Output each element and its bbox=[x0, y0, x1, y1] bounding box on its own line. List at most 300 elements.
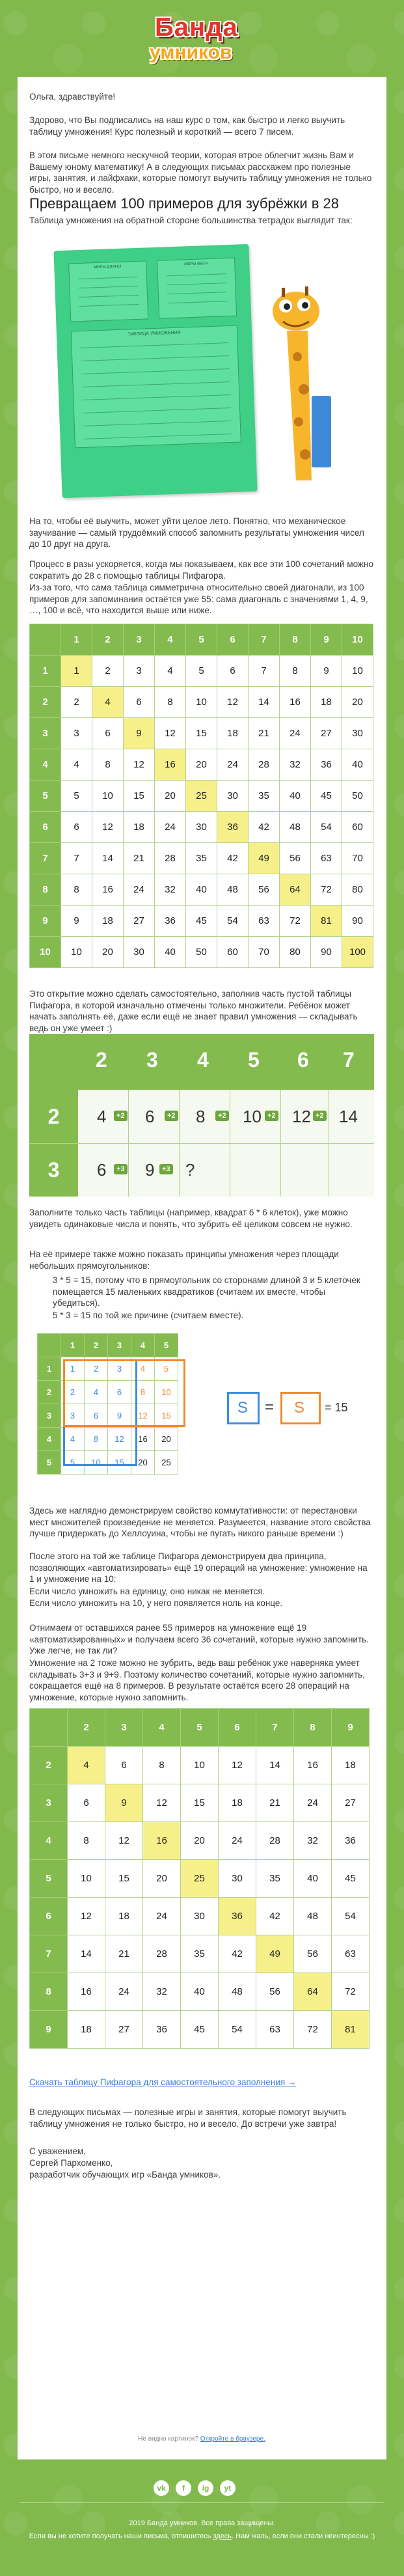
table-cell: 20 bbox=[92, 937, 124, 968]
table-cell: 81 bbox=[332, 2011, 370, 2049]
sequence-value: 10 bbox=[243, 1107, 262, 1126]
table-cell: 18 bbox=[92, 906, 124, 937]
table-col-header: 3 bbox=[124, 624, 155, 656]
formula-s-blue: S bbox=[237, 1399, 249, 1417]
sequence-value: 4 bbox=[97, 1107, 107, 1126]
table-row-header: 6 bbox=[30, 812, 61, 843]
footer-copyright: 2019 Банда умников. Все права защищены. bbox=[129, 2519, 275, 2527]
table-cell: 5 bbox=[186, 656, 217, 687]
table-cell: 14 bbox=[92, 843, 124, 874]
table-cell: 10 bbox=[181, 1747, 219, 1784]
table-cell: 3 bbox=[124, 656, 155, 687]
table-cell: 3 bbox=[108, 1357, 131, 1381]
closing-author: Сергей Пархоменко, bbox=[29, 2158, 113, 2168]
sequence-header: 5 bbox=[248, 1048, 260, 1072]
table-cell: 25 bbox=[181, 1860, 219, 1898]
table-cell: 30 bbox=[124, 937, 155, 968]
notebook-panel-left-title: МЕРЫ ДЛИНЫ bbox=[94, 264, 122, 270]
table-cell: 24 bbox=[155, 812, 186, 843]
table-row-header: 8 bbox=[30, 1973, 68, 2011]
table-cell: 18 bbox=[311, 687, 342, 718]
paragraph-a: На то, чтобы её выучить, может уйти целое лето. Понятно, что механическое заучивание — самый трудоёмкий способ запомнить результаты умножения чисел до 10 друг на друга. bbox=[29, 516, 364, 549]
table-cell: 36 bbox=[219, 1898, 256, 1935]
table-cell: 20 bbox=[342, 687, 373, 718]
table-cell: 4 bbox=[61, 749, 92, 781]
table-cell: 48 bbox=[280, 812, 311, 843]
table-cell: 8 bbox=[61, 874, 92, 906]
table-cell: 100 bbox=[342, 937, 373, 968]
table-cell: 20 bbox=[181, 1822, 219, 1860]
table-col-header: 6 bbox=[217, 624, 249, 656]
table-cell: 10 bbox=[342, 656, 373, 687]
table-col-header: 1 bbox=[61, 1334, 85, 1357]
table-cell: 6 bbox=[124, 687, 155, 718]
table-cell: 10 bbox=[85, 1451, 108, 1475]
table-col-header: 6 bbox=[219, 1709, 256, 1747]
table-cell: 20 bbox=[155, 1428, 178, 1451]
table-cell: 4 bbox=[92, 687, 124, 718]
table-cell: 18 bbox=[219, 1784, 256, 1822]
table-cell: 35 bbox=[186, 843, 217, 874]
table-col-header: 10 bbox=[342, 624, 373, 656]
table-cell: 42 bbox=[249, 812, 280, 843]
giraffe-mascot-icon bbox=[257, 285, 348, 493]
sequence-row-label: 3 bbox=[29, 1143, 78, 1197]
paragraph-c: Из-за того, что сама таблица симметрична относительно своей диагонали, из 100 примеров для запоминания остаётся уже 55: сама диагональ с значениями 1, 4, 9, …, 100 и всё, что находится выше или ниже. bbox=[29, 583, 368, 615]
table-cell: 16 bbox=[92, 874, 124, 906]
table-cell: 64 bbox=[294, 1973, 332, 2011]
area-5x3-highlight bbox=[63, 1359, 185, 1427]
table-cell: 12 bbox=[68, 1898, 105, 1935]
email-footer bbox=[0, 2459, 404, 2576]
table-cell: 6 bbox=[108, 1381, 131, 1404]
table-cell: 14 bbox=[249, 687, 280, 718]
table-col-header: 9 bbox=[311, 624, 342, 656]
table-cell: 10 bbox=[155, 1381, 178, 1404]
sequence-value: 6 bbox=[145, 1107, 155, 1126]
sequence-header-row bbox=[29, 1034, 374, 1090]
table-cell: 60 bbox=[217, 937, 249, 968]
notebook-illustration bbox=[53, 244, 257, 498]
table-cell: 4 bbox=[155, 656, 186, 687]
table-cell: 5 bbox=[61, 1451, 85, 1475]
paragraph-m: Отнимаем от оставшихся ранее 55 примеров на умножение ещё 19 «автоматизированных» и получаем всего 36 сочетаний, которые нужно запомнить. Уже легче, не так ли? bbox=[29, 1623, 369, 1655]
table-cell: 24 bbox=[124, 874, 155, 906]
sequence-header: 6 bbox=[297, 1048, 309, 1072]
table-cell: 3 bbox=[61, 718, 92, 749]
brand-logo bbox=[148, 13, 258, 68]
table-cell: 14 bbox=[68, 1935, 105, 1973]
table-cell: 36 bbox=[311, 749, 342, 781]
table-corner bbox=[30, 624, 61, 656]
table-cell: 15 bbox=[186, 718, 217, 749]
table-cell: 4 bbox=[85, 1381, 108, 1404]
table-cell: 36 bbox=[332, 1822, 370, 1860]
table-col-header: 7 bbox=[249, 624, 280, 656]
footer-unsub-text: Если вы не хотите получать наши письма, отпишитесь bbox=[29, 2532, 211, 2540]
sequence-value: ? bbox=[185, 1160, 195, 1180]
table-row-header: 3 bbox=[30, 1784, 68, 1822]
table-cell: 50 bbox=[342, 781, 373, 812]
table-cell: 72 bbox=[332, 1973, 370, 2011]
table-col-header: 8 bbox=[280, 624, 311, 656]
table-cell: 42 bbox=[219, 1935, 256, 1973]
table-cell: 54 bbox=[332, 1898, 370, 1935]
sequence-header: 2 bbox=[96, 1048, 107, 1072]
table-cell: 9 bbox=[105, 1784, 143, 1822]
table-cell: 28 bbox=[256, 1822, 294, 1860]
sequence-header: 3 bbox=[146, 1048, 158, 1072]
sequence-step-badge: +2 bbox=[265, 1111, 278, 1121]
table-col-header: 5 bbox=[186, 624, 217, 656]
table-cell: 24 bbox=[294, 1784, 332, 1822]
table-cell: 6 bbox=[105, 1747, 143, 1784]
table-cell: 28 bbox=[155, 843, 186, 874]
table-cell: 24 bbox=[217, 749, 249, 781]
table-cell: 9 bbox=[311, 656, 342, 687]
download-table-link[interactable]: Скачать таблицу Пифагора для самостоятельного заполнения → bbox=[29, 2077, 297, 2087]
email-card bbox=[18, 77, 386, 2459]
table-cell: 16 bbox=[143, 1822, 181, 1860]
greeting: Ольга, здравствуйте! bbox=[29, 92, 116, 102]
table-cell: 27 bbox=[311, 718, 342, 749]
table-cell: 21 bbox=[124, 843, 155, 874]
paragraph-h: 5 * 3 = 15 по той же причине (считаем вместе). bbox=[53, 1310, 244, 1320]
table-cell: 4 bbox=[131, 1357, 155, 1381]
table-cell: 12 bbox=[108, 1428, 131, 1451]
notebook-panel-left bbox=[68, 260, 148, 322]
table-cell: 56 bbox=[294, 1935, 332, 1973]
notebook-table-title: ТАБЛИЦА УМНОЖЕНИЯ bbox=[128, 330, 181, 337]
table-cell: 45 bbox=[332, 1860, 370, 1898]
section-subtitle: Таблица умножения на обратной стороне большинства тетрадок выглядит так: bbox=[29, 215, 353, 225]
table-cell: 2 bbox=[61, 1381, 85, 1404]
table-cell: 8 bbox=[85, 1428, 108, 1451]
table-row-header: 2 bbox=[30, 687, 61, 718]
sequence-step-badge: +2 bbox=[313, 1111, 327, 1121]
table-cell: 18 bbox=[124, 812, 155, 843]
sequence-header: 7 bbox=[343, 1048, 355, 1072]
table-cell: 30 bbox=[186, 812, 217, 843]
table-cell: 7 bbox=[61, 843, 92, 874]
table-cell: 25 bbox=[186, 781, 217, 812]
intro-paragraph-1: Здорово, что Вы подписались на наш курс о том, как быстро и легко выучить таблицу умножения! Курс полезный и короткий — всего 7 писем. bbox=[29, 115, 345, 137]
footer-divider bbox=[20, 2502, 384, 2503]
table-cell: 63 bbox=[249, 906, 280, 937]
table-cell: 16 bbox=[280, 687, 311, 718]
table-cell: 30 bbox=[181, 1898, 219, 1935]
table-cell: 72 bbox=[311, 874, 342, 906]
table-cell: 14 bbox=[256, 1747, 294, 1784]
table-col-header: 5 bbox=[181, 1709, 219, 1747]
closing-paragraph: В следующих письмах — полезные игры и занятия, которые помогут выучить таблицу умножения не только быстро, но и весело. До встречи уже завтра! bbox=[29, 2107, 347, 2129]
paragraph-g: 3 * 5 = 15, потому что в прямоугольник со сторонами длиной 3 и 5 клеточек помещается 15 маленьких квадратиков (считаем их вместе, чтобы убедиться). bbox=[53, 1275, 360, 1308]
table-cell: 90 bbox=[311, 937, 342, 968]
table-cell: 20 bbox=[131, 1451, 155, 1475]
table-col-header: 2 bbox=[68, 1709, 105, 1747]
table-cell: 6 bbox=[85, 1404, 108, 1428]
sequence-value: 14 bbox=[339, 1107, 358, 1126]
table-cell: 16 bbox=[131, 1428, 155, 1451]
paragraph-j: После этого на той же таблице Пифагора демонстрируем два принципа, позволяющих «автоматизировать» ещё 19 операций на умножение: умножение на 1 и умножение на 10: bbox=[29, 1551, 368, 1584]
table-cell: 70 bbox=[249, 937, 280, 968]
table-cell: 27 bbox=[124, 906, 155, 937]
table-cell: 24 bbox=[105, 1973, 143, 2011]
table-cell: 12 bbox=[92, 812, 124, 843]
table-cell: 21 bbox=[256, 1784, 294, 1822]
table-cell: 32 bbox=[294, 1822, 332, 1860]
table-cell: 2 bbox=[61, 687, 92, 718]
table-col-header: 8 bbox=[294, 1709, 332, 1747]
table-row-header: 2 bbox=[38, 1381, 61, 1404]
table-cell: 12 bbox=[131, 1404, 155, 1428]
closing-regards: С уважением, bbox=[29, 2146, 86, 2156]
table-cell: 4 bbox=[61, 1428, 85, 1451]
table-cell: 24 bbox=[219, 1822, 256, 1860]
table-row-header: 9 bbox=[30, 2011, 68, 2049]
table-row-header: 5 bbox=[30, 781, 61, 812]
brand-logo-line2: умников bbox=[150, 42, 232, 63]
sequence-step-badge: +2 bbox=[215, 1111, 229, 1121]
formula-orange-box bbox=[280, 1392, 321, 1424]
sequence-step-badge: +2 bbox=[114, 1111, 128, 1121]
table-cell: 18 bbox=[105, 1898, 143, 1935]
table-row-header: 4 bbox=[38, 1428, 61, 1451]
table-col-header: 4 bbox=[131, 1334, 155, 1357]
table-cell: 10 bbox=[61, 937, 92, 968]
section-title: Превращаем 100 примеров для зубрёжки в 28 bbox=[29, 195, 340, 212]
intro-paragraph-2: В этом письме немного нескучной теории, которая втрое облегчит жизнь Вам и Вашему юному математику! А в следующих письмах расскажем про полезные игры, занятия, и лайфхаки, которые помогут выучить таблицу умножения не только быстро, но и весело. bbox=[29, 150, 372, 195]
table-cell: 20 bbox=[186, 749, 217, 781]
table-cell: 10 bbox=[68, 1860, 105, 1898]
view-in-browser-link[interactable]: Откройте в браузере. bbox=[200, 2435, 265, 2443]
table-cell: 7 bbox=[249, 656, 280, 687]
sequence-step-badge: +2 bbox=[165, 1111, 178, 1121]
table-cell: 54 bbox=[217, 906, 249, 937]
table-cell: 40 bbox=[155, 937, 186, 968]
table-cell: 15 bbox=[124, 781, 155, 812]
table-cell: 36 bbox=[143, 2011, 181, 2049]
table-cell: 40 bbox=[294, 1860, 332, 1898]
table-cell: 45 bbox=[181, 2011, 219, 2049]
table-cell: 64 bbox=[280, 874, 311, 906]
table-cell: 1 bbox=[61, 1357, 85, 1381]
table-cell: 90 bbox=[342, 906, 373, 937]
table-cell: 56 bbox=[280, 843, 311, 874]
formula-blue-box bbox=[227, 1392, 260, 1424]
table-cell: 18 bbox=[68, 2011, 105, 2049]
table-cell: 10 bbox=[92, 781, 124, 812]
table-cell: 30 bbox=[219, 1860, 256, 1898]
sequence-step-badge: +3 bbox=[114, 1164, 128, 1174]
sequence-value: 9 bbox=[145, 1160, 155, 1180]
table-cell: 8 bbox=[155, 687, 186, 718]
pythagoras-table-reduced bbox=[29, 1708, 370, 2049]
table-col-header: 1 bbox=[61, 624, 92, 656]
table-cell: 45 bbox=[186, 906, 217, 937]
table-col-header: 2 bbox=[85, 1334, 108, 1357]
paragraph-i: Здесь же наглядно демонстрируем свойство коммутативности: от перестановки мест множителей произведение не меняется. Разумеется, название этого свойства лучше придержать до Хеллоуина, чтобы не пугать никого раньше времени :) bbox=[29, 1506, 371, 1538]
table-cell: 12 bbox=[105, 1822, 143, 1860]
table-cell: 28 bbox=[249, 749, 280, 781]
table-cell: 72 bbox=[280, 906, 311, 937]
table-cell: 63 bbox=[256, 2011, 294, 2049]
pythagoras-table-full bbox=[29, 624, 373, 968]
table-cell: 8 bbox=[68, 1822, 105, 1860]
table-cell: 50 bbox=[186, 937, 217, 968]
table-cell: 28 bbox=[143, 1935, 181, 1973]
view-in-browser bbox=[29, 2433, 374, 2445]
table-row-header: 4 bbox=[30, 1822, 68, 1860]
table-cell: 3 bbox=[61, 1404, 85, 1428]
table-row-header: 3 bbox=[38, 1404, 61, 1428]
table-cell: 8 bbox=[131, 1381, 155, 1404]
table-cell: 40 bbox=[181, 1973, 219, 2011]
sequence-header: 4 bbox=[197, 1048, 209, 1072]
table-cell: 30 bbox=[217, 781, 249, 812]
formula-s-orange: S bbox=[294, 1399, 305, 1417]
table-cell: 2 bbox=[92, 656, 124, 687]
table-cell: 27 bbox=[332, 1784, 370, 1822]
paragraph-d: Это открытие можно сделать самостоятельно, заполнив часть пустой таблицы Пифагора, в которой изначально отмечены только множители. Ребёнок может начать заполнять её, даже если ещё не знает правил умножения — складывать ведь он уже умеет :) bbox=[29, 989, 358, 1033]
table-cell: 48 bbox=[219, 1973, 256, 2011]
table-cell: 63 bbox=[311, 843, 342, 874]
table-cell: 6 bbox=[68, 1784, 105, 1822]
table-cell: 8 bbox=[92, 749, 124, 781]
sequence-example bbox=[29, 1034, 374, 1197]
table-row-header: 1 bbox=[38, 1357, 61, 1381]
footer-unsubscribe: Если вы не хотите получать наши письма, отпишитесь здесь. Нам жаль, если они стали неинтересны :) bbox=[29, 2532, 375, 2540]
table-cell: 49 bbox=[249, 843, 280, 874]
table-cell: 21 bbox=[105, 1935, 143, 1973]
paragraph-e: Заполните только часть таблицы (например, квадрат 6 * 6 клеток), уже можно увидеть одинаковые числа и понять, что зубрить её целиком совсем не нужно. bbox=[29, 1208, 353, 1229]
paragraph-n: Умножение на 2 тоже можно не зубрить, ведь ваш ребёнок уже наверняка умеет складывать 3+3 и 9+9. Поэтому количество сочетаний, которые нужно запомнить, сокращается ещё на 8 примеров. В результате остаётся всего 28 операций на умножение, которые нужно запомнить. bbox=[29, 1658, 365, 1702]
table-cell: 70 bbox=[342, 843, 373, 874]
table-row-header: 4 bbox=[30, 749, 61, 781]
vk-icon[interactable]: vk bbox=[154, 2480, 169, 2496]
table-cell: 1 bbox=[61, 656, 92, 687]
sequence-row-divider bbox=[29, 1143, 374, 1144]
table-cell: 15 bbox=[105, 1860, 143, 1898]
table-cell: 10 bbox=[186, 687, 217, 718]
table-col-header: 3 bbox=[105, 1709, 143, 1747]
table-cell: 8 bbox=[280, 656, 311, 687]
table-cell: 5 bbox=[61, 781, 92, 812]
table-row-header: 10 bbox=[30, 937, 61, 968]
table-cell: 8 bbox=[143, 1747, 181, 1784]
table-col-header: 4 bbox=[155, 624, 186, 656]
table-cell: 54 bbox=[219, 2011, 256, 2049]
facebook-icon[interactable]: f bbox=[176, 2480, 191, 2496]
table-cell: 32 bbox=[143, 1973, 181, 2011]
table-cell: 4 bbox=[68, 1747, 105, 1784]
table-cell: 25 bbox=[155, 1451, 178, 1475]
table-row-header: 5 bbox=[38, 1451, 61, 1475]
closing-role: разработчик обучающих игр «Банда умников». bbox=[29, 2170, 221, 2180]
table-cell: 56 bbox=[256, 1973, 294, 2011]
table-col-header: 7 bbox=[256, 1709, 294, 1747]
area-formula bbox=[227, 1392, 357, 1437]
paragraph-f: На её примере также можно показать принципы умножения через площади небольших прямоугольников: bbox=[29, 1249, 339, 1271]
table-cell: 35 bbox=[181, 1935, 219, 1973]
table-cell: 35 bbox=[256, 1860, 294, 1898]
email-header bbox=[0, 0, 404, 77]
table-cell: 5 bbox=[155, 1357, 178, 1381]
table-corner bbox=[38, 1334, 61, 1357]
table-cell: 9 bbox=[108, 1404, 131, 1428]
paragraph-k: Если число умножить на единицу, оно никак не меняется. bbox=[29, 1586, 265, 1596]
table-cell: 63 bbox=[332, 1935, 370, 1973]
table-cell: 12 bbox=[219, 1747, 256, 1784]
table-cell: 42 bbox=[217, 843, 249, 874]
table-cell: 48 bbox=[294, 1898, 332, 1935]
table-row-header: 6 bbox=[30, 1898, 68, 1935]
table-col-header: 9 bbox=[332, 1709, 370, 1747]
table-row-header: 3 bbox=[30, 718, 61, 749]
table-cell: 45 bbox=[311, 781, 342, 812]
table-cell: 42 bbox=[256, 1898, 294, 1935]
table-cell: 2 bbox=[85, 1357, 108, 1381]
table-cell: 54 bbox=[311, 812, 342, 843]
table-cell: 30 bbox=[342, 718, 373, 749]
table-cell: 72 bbox=[294, 2011, 332, 2049]
table-cell: 15 bbox=[155, 1404, 178, 1428]
table-cell: 12 bbox=[217, 687, 249, 718]
view-in-browser-text: Не видно картинок? bbox=[138, 2435, 199, 2443]
table-cell: 49 bbox=[256, 1935, 294, 1973]
table-cell: 48 bbox=[217, 874, 249, 906]
table-cell: 24 bbox=[143, 1898, 181, 1935]
footer-unsub-tail: Нам жаль, если они стали неинтересны :) bbox=[236, 2532, 375, 2540]
table-cell: 40 bbox=[186, 874, 217, 906]
table-cell: 9 bbox=[61, 906, 92, 937]
table-cell: 60 bbox=[342, 812, 373, 843]
table-cell: 36 bbox=[155, 906, 186, 937]
table-cell: 6 bbox=[92, 718, 124, 749]
table-cell: 16 bbox=[155, 749, 186, 781]
table-cell: 16 bbox=[294, 1747, 332, 1784]
table-row-header: 9 bbox=[30, 906, 61, 937]
table-cell: 20 bbox=[143, 1860, 181, 1898]
instagram-icon[interactable]: ig bbox=[198, 2480, 213, 2496]
sequence-value: 6 bbox=[97, 1160, 107, 1180]
table-row-header: 5 bbox=[30, 1860, 68, 1898]
formula-equals: = bbox=[265, 1398, 275, 1416]
youtube-icon[interactable]: yt bbox=[220, 2480, 236, 2496]
table-cell: 24 bbox=[280, 718, 311, 749]
table-cell: 15 bbox=[181, 1784, 219, 1822]
table-cell: 27 bbox=[105, 2011, 143, 2049]
table-cell: 16 bbox=[68, 1973, 105, 2011]
table-cell: 18 bbox=[217, 718, 249, 749]
table-row-header: 2 bbox=[30, 1747, 68, 1784]
table-col-header: 4 bbox=[143, 1709, 181, 1747]
table-cell: 40 bbox=[280, 781, 311, 812]
table-cell: 81 bbox=[311, 906, 342, 937]
table-cell: 18 bbox=[332, 1747, 370, 1784]
table-cell: 9 bbox=[124, 718, 155, 749]
table-corner bbox=[30, 1709, 68, 1747]
sequence-value: 8 bbox=[196, 1107, 206, 1126]
table-row-header: 7 bbox=[30, 1935, 68, 1973]
formula-result: = 15 bbox=[325, 1401, 348, 1414]
table-cell: 36 bbox=[217, 812, 249, 843]
footer-unsub-link[interactable]: здесь bbox=[213, 2532, 232, 2540]
notebook-panel-right-title: МЕРЫ ВЕСА bbox=[184, 262, 208, 267]
table-cell: 32 bbox=[155, 874, 186, 906]
table-row-header: 1 bbox=[30, 656, 61, 687]
table-cell: 35 bbox=[249, 781, 280, 812]
